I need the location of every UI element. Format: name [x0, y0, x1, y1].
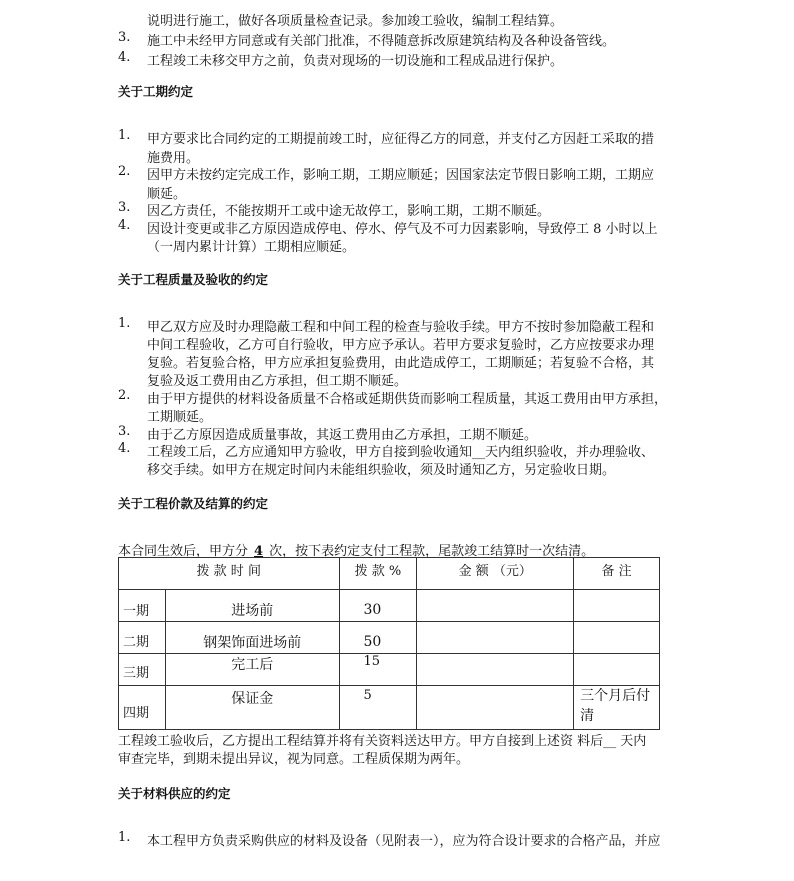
note-cell — [574, 590, 660, 622]
paragraph-line: 顺延。 — [147, 187, 187, 202]
installment-count: 4 — [254, 544, 264, 559]
paragraph-line: 因乙方责任，不能按期开工或中途无故停工，影响工期，工期不顺延。 — [147, 204, 551, 219]
table-row — [119, 622, 660, 654]
paragraph-line: 施费用。 — [147, 151, 200, 166]
stage-cell: 完工后 — [165, 654, 339, 686]
table-header-row — [119, 558, 660, 590]
section-heading-schedule: 关于工期约定 — [118, 84, 194, 99]
header-time: 拨 款 时 间 — [119, 558, 340, 590]
period-cell: 一期 — [119, 590, 166, 622]
table-row — [119, 654, 660, 686]
percent-cell: 5 — [339, 686, 417, 730]
paragraph-line: 工期顺延。 — [147, 410, 213, 425]
item-number: 1. — [118, 830, 131, 845]
percent-cell: 30 — [339, 590, 417, 622]
item-number: 3. — [118, 424, 131, 439]
amount-cell — [417, 622, 574, 654]
period-cell: 二期 — [119, 622, 166, 654]
note-cell: 三个月后付清 — [574, 686, 660, 730]
amount-cell — [417, 686, 574, 730]
amount-cell — [417, 654, 574, 686]
paragraph-line: 甲乙双方应及时办理隐蔽工程和中间工程的检查与验收手续。甲方不按时参加隐蔽工程和 — [147, 320, 655, 335]
note-cell — [574, 622, 660, 654]
note-cell — [574, 654, 660, 686]
paragraph-line: 因设计变更或非乙方原因造成停电、停水、停气及不可力因素影响，导致停工 8 小时以上 — [147, 222, 658, 237]
paragraph-line: （一周内累计计算）工期相应顺延。 — [147, 240, 356, 255]
header-percent: 拨 款 % — [339, 558, 417, 590]
paragraph-line: 复验。若复验合格，甲方应承担复验费用，由此造成停工，工期顺延；若复验不合格，其 — [147, 356, 655, 371]
paragraph-line: 说明进行施工，做好各项质量检查记录。参加竣工验收，编制工程结算。 — [147, 14, 564, 29]
stage-cell: 保证金 — [165, 686, 339, 730]
header-amount: 金 额 （元） — [417, 558, 574, 590]
paragraph-line: 移交手续。如甲方在规定时间内未能组织验收，须及时通知乙方，另定验收日期。 — [147, 463, 616, 478]
item-number: 1. — [118, 316, 131, 331]
percent-cell: 15 — [339, 654, 417, 686]
paragraph-line: 审查完毕，到期未提出异议，视为同意。工程质保期为两年。 — [118, 752, 470, 767]
paragraph-line: 工程竣工未移交甲方之前，负责对现场的一切设施和工程成品进行保护。 — [147, 54, 564, 69]
stage-cell: 钢架饰面进场前 — [165, 622, 339, 654]
header-note: 备 注 — [574, 558, 660, 590]
item-number: 4. — [118, 50, 131, 65]
paragraph-line: 工程竣工后，乙方应通知甲方验收，甲方自接到验收通知__天内组织验收，并办理验收、 — [147, 445, 655, 460]
item-number: 2. — [118, 388, 131, 403]
amount-cell — [417, 590, 574, 622]
paragraph-line: 本工程甲方负责采购供应的材料及设备（见附表一），应为符合设计要求的合格产品，并应 — [147, 834, 661, 849]
payment-intro-after: 次，按下表约定支付工程款，尾款竣工结算时一次结清。 — [269, 544, 595, 559]
table-row — [119, 590, 660, 622]
item-number: 4. — [118, 218, 131, 233]
paragraph-line: 因甲方未按约定完成工作，影响工期，工期应顺延；因国家法定节假日影响工期，工期应 — [147, 168, 655, 183]
paragraph-line: 复验及返工费用由乙方承担，但工期不顺延。 — [147, 374, 408, 389]
percent-cell: 50 — [339, 622, 417, 654]
item-number: 1. — [118, 128, 131, 143]
item-number: 3. — [118, 30, 131, 45]
paragraph-line: 中间工程验收，乙方可自行验收，甲方应予承认。若甲方要求复验时，乙方应按要求办理 — [147, 338, 655, 353]
payment-table — [118, 557, 660, 730]
section-heading-quality: 关于工程质量及验收的约定 — [118, 272, 269, 287]
table-row — [119, 686, 660, 730]
section-heading-payment: 关于工程价款及结算的约定 — [118, 496, 269, 511]
item-number: 3. — [118, 200, 131, 215]
item-number: 2. — [118, 164, 131, 179]
stage-cell: 进场前 — [165, 590, 339, 622]
paragraph-line: 甲方要求比合同约定的工期提前竣工时，应征得乙方的同意，并支付乙方因赶工采取的措 — [147, 132, 655, 147]
payment-intro-before: 本合同生效后，甲方分 — [118, 544, 249, 559]
paragraph-line: 工程竣工验收后，乙方提出工程结算并将有关资料送达甲方。甲方自接到上述资 料后__ 天内 — [118, 734, 647, 749]
paragraph-line: 施工中未经甲方同意或有关部门批准，不得随意拆改原建筑结构及各种设备管线。 — [147, 34, 616, 49]
item-number: 4. — [118, 441, 131, 456]
period-cell: 四期 — [119, 686, 166, 730]
period-cell: 三期 — [119, 654, 166, 686]
section-heading-material: 关于材料供应的约定 — [118, 786, 231, 801]
paragraph-line: 由于甲方提供的材料设备质量不合格或延期供货而影响工程质量，其返工费用由甲方承担， — [147, 392, 668, 407]
paragraph-line: 由于乙方原因造成质量事故，其返工费用由乙方承担，工期不顺延。 — [147, 428, 538, 443]
